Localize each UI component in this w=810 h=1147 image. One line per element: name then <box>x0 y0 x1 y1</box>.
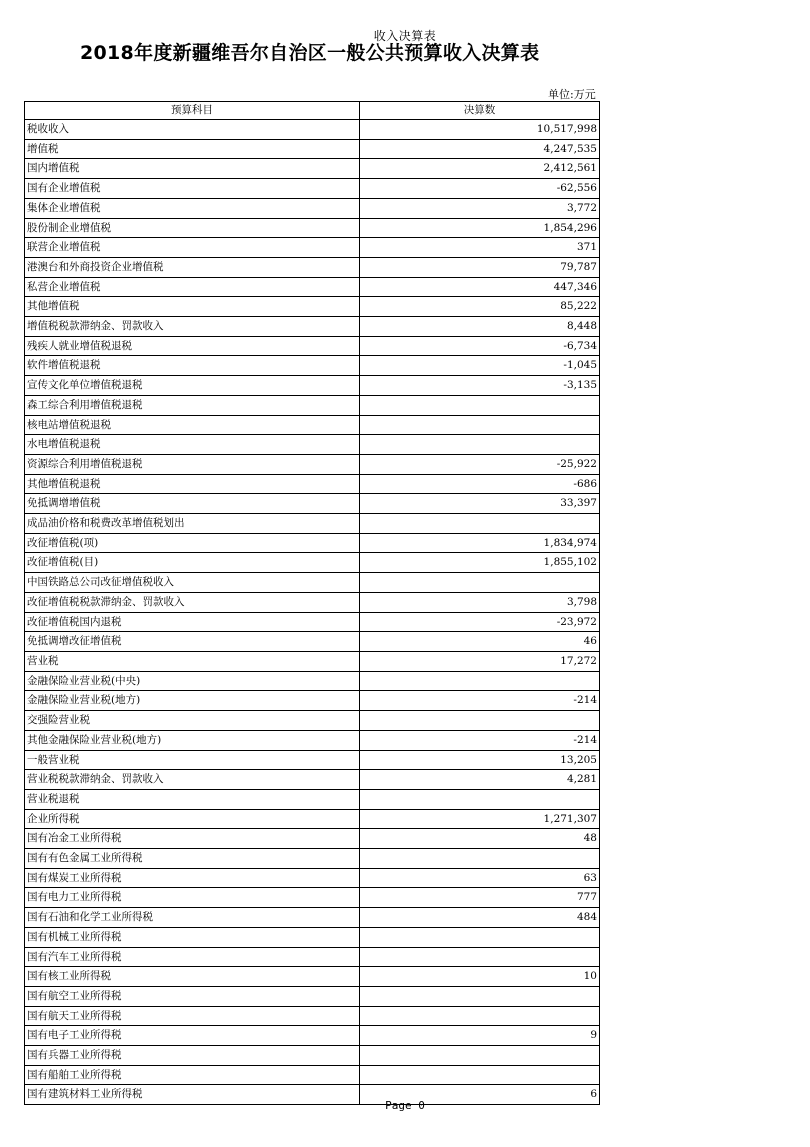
table-row <box>25 770 600 790</box>
table-row <box>25 967 600 987</box>
budget-subject-cell: 其他增值税 <box>25 297 360 317</box>
table-row <box>25 691 600 711</box>
final-amount-cell: 63 <box>360 868 600 888</box>
final-amount-cell <box>360 711 600 731</box>
budget-subject-cell: 国有汽车工业所得税 <box>25 947 360 967</box>
budget-subject-cell: 国有建筑材料工业所得税 <box>25 1085 360 1105</box>
table-row <box>25 1046 600 1066</box>
table-row <box>25 533 600 553</box>
table-row <box>25 868 600 888</box>
final-amount-cell: 1,271,307 <box>360 809 600 829</box>
table-row <box>25 711 600 731</box>
table-row <box>25 415 600 435</box>
final-amount-cell: 13,205 <box>360 750 600 770</box>
table-row <box>25 514 600 534</box>
table-row <box>25 277 600 297</box>
budget-subject-cell: 改征增值税国内退税 <box>25 612 360 632</box>
final-amount-cell: 10,517,998 <box>360 120 600 140</box>
table-row <box>25 986 600 1006</box>
budget-subject-cell: 中国铁路总公司改征增值税收入 <box>25 573 360 593</box>
table-row <box>25 671 600 691</box>
budget-subject-cell: 国有核工业所得税 <box>25 967 360 987</box>
budget-subject-cell: 国有企业增值税 <box>25 179 360 199</box>
budget-subject-cell: 改征增值税(项) <box>25 533 360 553</box>
final-amount-cell: 1,834,974 <box>360 533 600 553</box>
budget-subject-cell: 国有电力工业所得税 <box>25 888 360 908</box>
page-title: 2018年度新疆维吾尔自治区一般公共预算收入决算表 <box>80 42 540 64</box>
table-row <box>25 159 600 179</box>
table-row <box>25 139 600 159</box>
table-header-row <box>25 102 600 120</box>
budget-subject-cell: 免抵调增改征增值税 <box>25 632 360 652</box>
budget-subject-cell: 核电站增值税退税 <box>25 415 360 435</box>
final-amount-cell: 1,855,102 <box>360 553 600 573</box>
final-amount-cell: 9 <box>360 1026 600 1046</box>
table-row <box>25 395 600 415</box>
table-row <box>25 651 600 671</box>
budget-subject-cell: 其他增值税退税 <box>25 474 360 494</box>
table-row <box>25 336 600 356</box>
table-row <box>25 376 600 396</box>
final-amount-cell <box>360 849 600 869</box>
budget-subject-cell: 国有煤炭工业所得税 <box>25 868 360 888</box>
final-amount-cell: 4,247,535 <box>360 139 600 159</box>
final-amount-cell: 371 <box>360 238 600 258</box>
final-amount-cell <box>360 415 600 435</box>
budget-subject-cell: 联营企业增值税 <box>25 238 360 258</box>
final-amount-cell: 4,281 <box>360 770 600 790</box>
final-amount-cell: -25,922 <box>360 454 600 474</box>
budget-subject-cell: 其他金融保险业营业税(地方) <box>25 730 360 750</box>
final-amount-cell <box>360 927 600 947</box>
budget-subject-cell: 成品油价格和税费改革增值税划出 <box>25 514 360 534</box>
budget-table <box>24 101 600 1105</box>
table-row <box>25 297 600 317</box>
table-body <box>25 120 600 1105</box>
table-row <box>25 829 600 849</box>
budget-subject-cell: 增值税税款滞纳金、罚款收入 <box>25 317 360 337</box>
table-row <box>25 120 600 140</box>
table-row <box>25 809 600 829</box>
table-row <box>25 238 600 258</box>
budget-subject-cell: 宣传文化单位增值税退税 <box>25 376 360 396</box>
final-amount-cell <box>360 395 600 415</box>
table-row <box>25 730 600 750</box>
budget-subject-cell: 国有船舶工业所得税 <box>25 1065 360 1085</box>
final-amount-cell: 3,772 <box>360 198 600 218</box>
final-amount-cell: 48 <box>360 829 600 849</box>
budget-subject-cell: 私营企业增值税 <box>25 277 360 297</box>
budget-subject-cell: 软件增值税退税 <box>25 356 360 376</box>
final-amount-cell: 46 <box>360 632 600 652</box>
final-amount-cell <box>360 986 600 1006</box>
budget-subject-cell: 残疾人就业增值税退税 <box>25 336 360 356</box>
table-row <box>25 927 600 947</box>
table-row <box>25 573 600 593</box>
table-row <box>25 553 600 573</box>
final-amount-cell: 777 <box>360 888 600 908</box>
final-amount-cell <box>360 1065 600 1085</box>
final-amount-cell: -214 <box>360 691 600 711</box>
table-row <box>25 789 600 809</box>
final-amount-cell: 484 <box>360 908 600 928</box>
table-row <box>25 435 600 455</box>
final-amount-cell <box>360 1006 600 1026</box>
table-row <box>25 612 600 632</box>
budget-subject-cell: 一般营业税 <box>25 750 360 770</box>
table-row <box>25 947 600 967</box>
budget-subject-cell: 港澳台和外商投资企业增值税 <box>25 257 360 277</box>
page-footer: Page 0 <box>385 1099 425 1112</box>
budget-subject-cell: 改征增值税税款滞纳金、罚款收入 <box>25 592 360 612</box>
table-row <box>25 356 600 376</box>
final-amount-cell <box>360 435 600 455</box>
final-amount-cell <box>360 789 600 809</box>
budget-subject-cell: 森工综合利用增值税退税 <box>25 395 360 415</box>
budget-subject-cell: 免抵调增增值税 <box>25 494 360 514</box>
table-row <box>25 1065 600 1085</box>
final-amount-cell: 447,346 <box>360 277 600 297</box>
budget-subject-cell: 国内增值税 <box>25 159 360 179</box>
table-row <box>25 474 600 494</box>
final-amount-cell: 2,412,561 <box>360 159 600 179</box>
budget-subject-cell: 国有电子工业所得税 <box>25 1026 360 1046</box>
table-row <box>25 849 600 869</box>
table-row <box>25 494 600 514</box>
table-row <box>25 1006 600 1026</box>
budget-subject-cell: 企业所得税 <box>25 809 360 829</box>
budget-subject-cell: 国有兵器工业所得税 <box>25 1046 360 1066</box>
final-amount-cell: -3,135 <box>360 376 600 396</box>
final-amount-cell: 33,397 <box>360 494 600 514</box>
budget-subject-cell: 营业税 <box>25 651 360 671</box>
budget-subject-cell: 国有石油和化学工业所得税 <box>25 908 360 928</box>
table-row <box>25 454 600 474</box>
final-amount-cell: 10 <box>360 967 600 987</box>
table-row <box>25 908 600 928</box>
final-amount-cell: 79,787 <box>360 257 600 277</box>
final-amount-cell <box>360 947 600 967</box>
table-row <box>25 257 600 277</box>
final-amount-cell: 8,448 <box>360 317 600 337</box>
final-amount-cell: -23,972 <box>360 612 600 632</box>
final-amount-cell <box>360 1046 600 1066</box>
table-row <box>25 632 600 652</box>
final-amount-cell: 17,272 <box>360 651 600 671</box>
final-amount-cell: 85,222 <box>360 297 600 317</box>
budget-subject-cell: 集体企业增值税 <box>25 198 360 218</box>
final-amount-cell: -1,045 <box>360 356 600 376</box>
table-row <box>25 317 600 337</box>
table-row <box>25 1026 600 1046</box>
final-amount-cell: -686 <box>360 474 600 494</box>
final-amount-cell <box>360 573 600 593</box>
sheet-header-label: 收入决算表 <box>373 29 437 43</box>
table-row <box>25 179 600 199</box>
final-amount-cell: 6 <box>360 1085 600 1105</box>
budget-subject-cell: 国有航空工业所得税 <box>25 986 360 1006</box>
budget-subject-cell: 金融保险业营业税(地方) <box>25 691 360 711</box>
final-amount-cell: 1,854,296 <box>360 218 600 238</box>
budget-subject-cell: 国有机械工业所得税 <box>25 927 360 947</box>
budget-subject-cell: 水电增值税退税 <box>25 435 360 455</box>
final-amount-cell: 3,798 <box>360 592 600 612</box>
final-amount-cell: -6,734 <box>360 336 600 356</box>
budget-subject-cell: 国有冶金工业所得税 <box>25 829 360 849</box>
table-row <box>25 592 600 612</box>
final-amount-cell <box>360 514 600 534</box>
budget-subject-cell: 国有航天工业所得税 <box>25 1006 360 1026</box>
column-header-subject: 预算科目 <box>25 102 360 120</box>
final-amount-cell: -62,556 <box>360 179 600 199</box>
table-row <box>25 888 600 908</box>
budget-subject-cell: 国有有色金属工业所得税 <box>25 849 360 869</box>
budget-subject-cell: 税收收入 <box>25 120 360 140</box>
budget-subject-cell: 交强险营业税 <box>25 711 360 731</box>
table-row <box>25 750 600 770</box>
table-row <box>25 218 600 238</box>
final-amount-cell: -214 <box>360 730 600 750</box>
budget-subject-cell: 营业税税款滞纳金、罚款收入 <box>25 770 360 790</box>
budget-subject-cell: 增值税 <box>25 139 360 159</box>
budget-subject-cell: 资源综合利用增值税退税 <box>25 454 360 474</box>
unit-label: 单位:万元 <box>548 88 596 101</box>
table-row <box>25 198 600 218</box>
budget-subject-cell: 金融保险业营业税(中央) <box>25 671 360 691</box>
column-header-amount: 决算数 <box>360 102 600 120</box>
budget-subject-cell: 股份制企业增值税 <box>25 218 360 238</box>
final-amount-cell <box>360 671 600 691</box>
budget-subject-cell: 改征增值税(目) <box>25 553 360 573</box>
budget-subject-cell: 营业税退税 <box>25 789 360 809</box>
